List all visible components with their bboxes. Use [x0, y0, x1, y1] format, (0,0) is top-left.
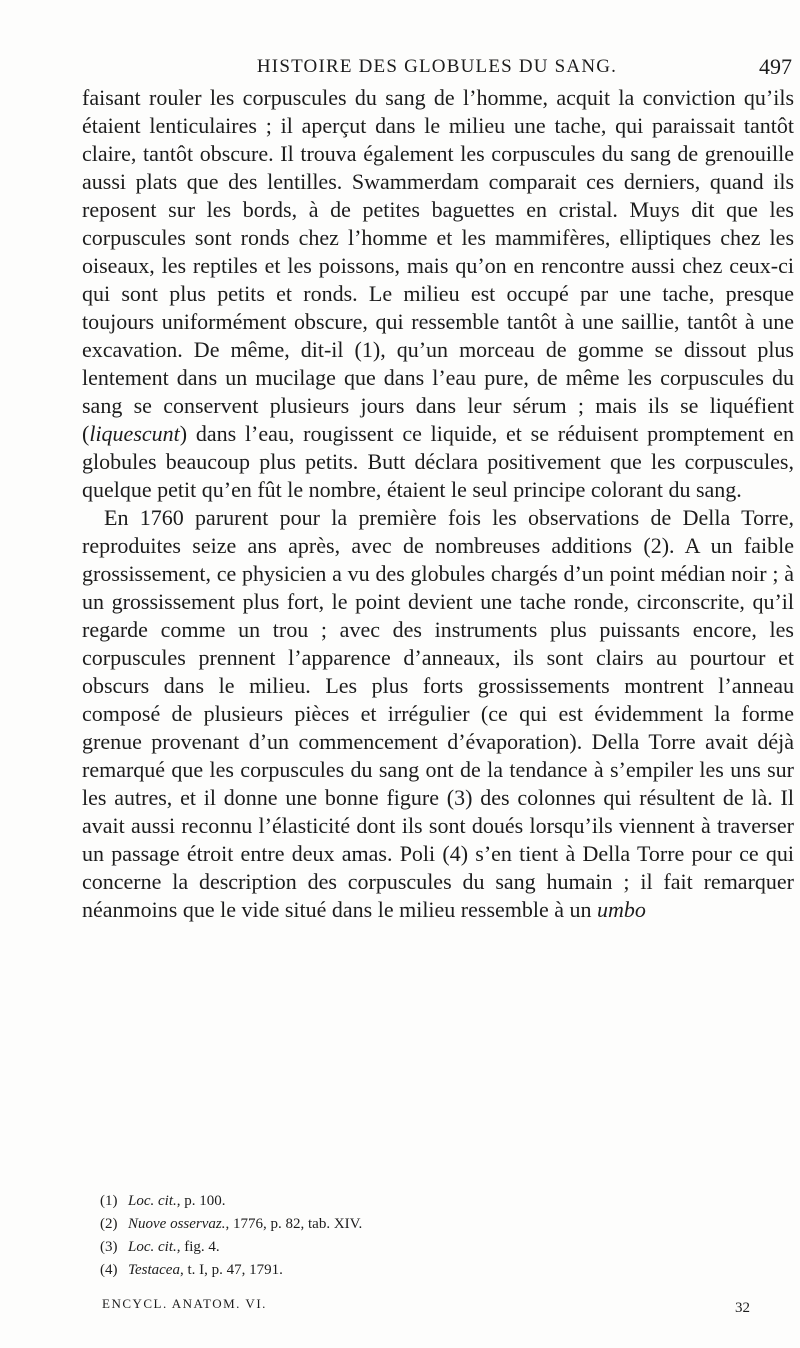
footnote-title: Loc. cit. [128, 1193, 177, 1209]
footnote-3 [100, 1236, 790, 1259]
footnote-rest: , t. I, p. 47, 1791. [179, 1262, 283, 1278]
paragraph-1-text-b: ) dans l’eau, rougissent ce liquide, et se réduisent promptement en globules beaucoup plus petits. Butt déclara positivement que les corpuscules, quelque petit qu’en fût le nombre, étaient le seul principe colorant du sang. [82, 421, 794, 502]
footnote-rest: , 1776, p. 82, tab. XIV. [225, 1216, 363, 1232]
footnote-4 [100, 1259, 790, 1282]
footnote-number: (1) [100, 1193, 118, 1209]
paragraph-2 [82, 504, 794, 924]
footnote-2 [100, 1213, 790, 1236]
footnote-1 [100, 1190, 790, 1213]
footnote-rest: , p. 100. [176, 1193, 226, 1209]
signature-mark: ENCYCL. ANATOM. VI. [102, 1296, 267, 1311]
footnote-number: (2) [100, 1216, 118, 1232]
footnote-number: (3) [100, 1239, 118, 1255]
paragraph-1-italic-term: liquescunt [89, 421, 180, 446]
running-title: HISTOIRE DES GLOBULES DU SANG. [256, 56, 618, 77]
paragraph-2-text: En 1760 parurent pour la première fois les observations de Della Torre, reproduites seize ans après, avec de nombreuses additions (2). A un faible grossissement, ce physicien a vu des globules chargés d’un point médian noir ; à un grossissement plus fort, le point devient une tache ronde, circonscrite, qu’il regarde comme un trou ; avec des instruments plus puissants encore, les corpuscules prennent l’apparence d’anneaux, ils sont clairs au pourtour et obscurs dans le milieu. Les plus forts grossissements montrent l’anneau composé de plusieurs pièces et irrégulier (ce qui est évidemment la forme grenue provenant d’un commencement d’évaporation). Della Torre avait déjà remarqué que les corpuscules du sang ont de la tendance à s’empiler les uns sur les autres, et il donne une bonne figure (3) des colonnes qui résultent de là. Il avait aussi reconnu l’élasticité dont ils sont doués lorsqu’ils viennent à traverser un passage étroit entre deux amas. Poli (4) s’en tient à Della Torre pour ce qui concerne la description des corpuscules du sang humain ; il fait remarquer néanmoins que le vide situé dans le milieu ressemble à un [82, 505, 794, 922]
footnote-number: (4) [100, 1262, 118, 1278]
footnotes [100, 1190, 790, 1282]
paragraph-1 [82, 84, 794, 504]
page-number: 497 [759, 54, 792, 79]
footnote-rest: , fig. 4. [176, 1239, 220, 1255]
signature-number: 32 [735, 1300, 750, 1316]
paragraph-1-text-a: faisant rouler les corpuscules du sang de l’homme, acquit la conviction qu’ils étaient lenticulaires ; il aperçut dans le milieu une tache, qui paraissait tantôt claire, tantôt obscure. Il trouva également les corpuscules du sang de grenouille aussi plats que des lentilles. Swammerdam comparait ces derniers, quand ils reposent sur les bords, à de petites baguettes en cristal. Muys dit que les corpuscules sont ronds chez l’homme et les mammifères, elliptiques chez les oiseaux, les reptiles et les poissons, mais qu’on en rencontre aussi chez ceux-ci qui sont plus petits et ronds. Le milieu est occupé par une tache, presque toujours uniformément obscure, qui ressemble tantôt à une saillie, tantôt à une excavation. De même, dit-il (1), qu’un morceau de gomme se dissout plus lentement dans un mucilage que dans l’eau pure, de même les corpuscules du sang se conservent plusieurs jours dans leur sérum ; mais ils se liquéfient ( [82, 85, 794, 446]
signature-line [102, 1296, 792, 1320]
footnote-title: Nuove osservaz. [128, 1216, 226, 1232]
running-head [82, 56, 792, 82]
paragraph-2-italic-term: umbo [597, 897, 646, 922]
footnote-title: Loc. cit. [128, 1239, 177, 1255]
footnote-title: Testacea [128, 1262, 180, 1278]
body-text [82, 84, 794, 924]
